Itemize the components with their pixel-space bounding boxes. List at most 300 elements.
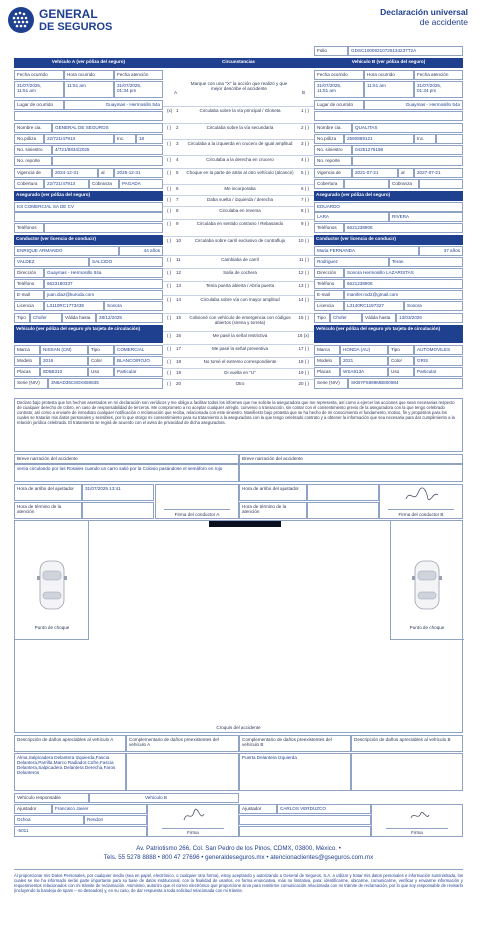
adjuster-a-ap1: Ochoa <box>14 815 84 825</box>
damage-b-text <box>351 753 463 791</box>
circumstance-text: Circulaba en reversa <box>219 208 261 213</box>
b-blank-row <box>314 111 463 121</box>
a-nombre-cia: GENERAL DE SEGUROS <box>52 123 163 133</box>
adjuster-b-label: Ajustador <box>239 804 277 814</box>
signature-b-line <box>388 509 454 510</box>
preexisting-a-label: Complementario de daños preexistentes del vehículo A <box>126 735 239 752</box>
adjuster-b-blank2 <box>239 826 371 837</box>
circumstance-mark-b[interactable]: 11 ( ) <box>298 257 309 262</box>
a-licencia-label: Licencia <box>14 301 44 311</box>
adjuster-b-firma-label: Firma <box>411 829 423 835</box>
circumstance-divider <box>163 255 314 256</box>
circumstance-number: 8 <box>176 208 179 213</box>
b-tipo-label: Tipo <box>314 313 330 323</box>
circumstance-divider <box>163 168 314 169</box>
b-vigencia-al: 2027-07-21 <box>414 168 463 178</box>
circumstance-text: Circulaba en sentido contrario / Rebasando <box>196 221 284 226</box>
b-telefonos: 6621238906 <box>344 223 463 233</box>
circumstance-mark-b[interactable]: 5 ( ) <box>300 170 309 175</box>
a-siniestro-label: No. siniestro <box>14 145 52 155</box>
b-cobranza-label: Cobranza <box>389 179 419 189</box>
a-licencia-estado: Sonora <box>104 301 163 311</box>
sketch-caption: Croquis del accidente <box>216 724 261 730</box>
b-conductor-edad: 37 años <box>419 246 463 256</box>
b-licencia: L3140RC1197327 <box>344 301 404 311</box>
circumstance-number: 18 <box>176 359 182 364</box>
circumstance-text: Circulaba sobre la vía secundaria <box>206 125 274 130</box>
b-modelo-label: Modelo <box>314 356 340 366</box>
a-poliza: 22/721/47913 <box>44 134 114 144</box>
circumstance-number: 10 <box>176 238 182 243</box>
b-vigencia-label: Vigencia de <box>314 168 352 178</box>
circumstance-text: Choque en la parte de atrás al otro vehículo (alcance) <box>186 170 294 175</box>
sketch-right-bottom <box>390 639 464 640</box>
circumstance-text: Cambiaba de carril <box>221 257 259 262</box>
a-hora-ocurrido: 11:51 am <box>64 81 114 98</box>
circumstance-divider <box>163 281 314 282</box>
b-siniestro-label: No. siniestro <box>314 145 352 155</box>
b-marca: HONDA (AU) <box>340 345 388 355</box>
adjuster-a-signature[interactable] <box>147 804 239 837</box>
b-vigencia-al-label: al <box>398 168 414 178</box>
circumstance-text: Colisioné con vehículo de emergencia con códigos abiertos (sirena y torreta) <box>189 315 291 326</box>
circumstance-mark-a[interactable]: ( ) <box>167 221 172 226</box>
a-color-label: Color <box>88 356 114 366</box>
a-hora-ocurrido-label: Hora ocurrido <box>64 70 114 80</box>
b-color: GRIS <box>414 356 463 366</box>
car-b-icon <box>412 559 442 611</box>
adjuster-b-blank1 <box>239 815 371 825</box>
b-poliza: 2660869121 <box>344 134 414 144</box>
circumstance-number: 7 <box>176 197 179 202</box>
circ-col-a: A <box>174 90 178 95</box>
adjuster-b-signature[interactable] <box>371 804 463 837</box>
a-serie: 3N6AD35C8GK859835 <box>48 378 163 389</box>
circumstance-text: Tenía puerta abierta / Abría puerta <box>205 283 275 288</box>
b-modelo: 2021 <box>340 356 388 366</box>
narrative-b-text <box>239 464 463 482</box>
b-asegurado-nombre: EDUARDO <box>314 202 463 212</box>
b-termino <box>307 502 379 519</box>
circumstance-mark-b[interactable]: 17 ( ) <box>298 346 309 351</box>
narrative-a-label: Breve narración del accidente <box>14 454 239 464</box>
damage-b-label: Descripción de daños apreciables al vehículo B <box>351 735 463 752</box>
b-reporte-label: No. reporte <box>314 156 352 166</box>
circ-intro: Marque con una "X" la acción que realizó y que mejor describe el accidente <box>190 81 288 92</box>
circumstance-divider <box>163 313 314 314</box>
circumstance-mark-a[interactable]: ( ) <box>167 197 172 202</box>
circumstance-divider <box>163 236 314 237</box>
b-telefono: 6621238906 <box>344 279 463 289</box>
a-cobertura-label: Cobertura <box>14 179 44 189</box>
b-lugar: Guaymas - Hermosillo 54a <box>364 100 463 110</box>
impact-point-a-label: Punto de choque <box>34 625 70 630</box>
circumstance-divider <box>163 123 314 124</box>
circumstance-mark-a[interactable]: ( ) <box>167 257 172 262</box>
circumstance-mark-a[interactable]: (x) <box>167 108 173 113</box>
circumstance-mark-b[interactable]: 14 ( ) <box>298 297 309 302</box>
b-valida-label: Válida hasta <box>362 313 396 323</box>
b-lugar-label: Lugar de ocurrido <box>314 100 364 110</box>
circumstance-divider <box>163 195 314 196</box>
globe-icon <box>6 5 36 35</box>
circumstance-mark-b[interactable]: 19 ( ) <box>298 370 309 375</box>
circumstance-number: 14 <box>176 297 182 302</box>
b-reporte <box>352 156 463 166</box>
signature-b-label: Firma del conductor B <box>398 511 444 517</box>
title-line1: Declaración universal <box>380 7 468 17</box>
circumstance-divider <box>163 357 314 358</box>
folio-label: Folio <box>314 46 348 56</box>
b-arribo-label: Hora de arribo del ajustador <box>239 484 307 501</box>
circumstance-divider <box>163 295 314 296</box>
circumstance-mark-a[interactable]: ( ) <box>167 208 172 213</box>
footer-separator <box>14 869 463 870</box>
circumstance-text: Daba vuelta / izquierda / derecha <box>206 197 274 202</box>
a-arribo: 31/07/2025 13:41 <box>82 484 154 501</box>
circumstance-mark-b[interactable]: 8 ( ) <box>300 208 309 213</box>
circumstance-text: Circulaba a la izquierda en crucero de igual amplitud <box>187 141 293 146</box>
b-siniestro: 04251276198 <box>352 145 463 155</box>
a-placas-label: Placas <box>14 367 40 377</box>
b-placas: WSA913A <box>340 367 388 377</box>
circumstance-divider <box>163 379 314 380</box>
b-termino-label: Hora de término de la atención <box>239 502 307 519</box>
a-inc: 18 <box>136 134 163 144</box>
a-modelo-label: Modelo <box>14 356 40 366</box>
a-vtipo: COMERCIAL <box>114 345 163 355</box>
vehicle-b-title: Vehículo B (ver póliza del seguro) <box>314 58 463 68</box>
a-telefonos <box>44 223 163 233</box>
circumstance-number: 19 <box>176 370 182 375</box>
a-vigencia-al: 2025-12-31 <box>114 168 163 178</box>
a-nombre-cia-label: Nombre cia. <box>14 123 52 133</box>
circumstance-text: Circulaba sobre vía con mayor amplitud <box>200 297 280 302</box>
a-reporte-label: No. reporte <box>14 156 52 166</box>
circumstance-divider <box>163 106 314 107</box>
a-tipo-label: Tipo <box>14 313 30 323</box>
footer-contact: Tels. 55 5278 8888 • 800 47 27696 • generaldeseguros.mx • atencionaclientes@gseguros.com.mx <box>103 854 374 861</box>
a-color: BLANCO/ROJO <box>114 356 163 366</box>
a-siniestro: 4/721/8834/2025 <box>52 145 163 155</box>
preexisting-a-text <box>126 753 239 791</box>
circumstance-mark-a[interactable]: ( ) <box>167 186 172 191</box>
responsable-label: Vehículo responsable <box>14 793 89 803</box>
a-termino <box>82 502 154 519</box>
b-marca-label: Marca <box>314 345 340 355</box>
a-vigencia-de: 2024-12-31 <box>52 168 98 178</box>
b-vehiculo-title: Vehículo (ver póliza del seguro y/o tarjeta de circulación) <box>314 325 463 343</box>
a-fecha-atencion-label: Fecha atención <box>114 70 163 80</box>
circumstance-divider <box>163 139 314 140</box>
adjuster-a-firma-label: Firma <box>187 829 199 835</box>
a-licencia: L3110RC1773439 <box>44 301 104 311</box>
b-valida: 13/03/2026 <box>396 313 463 323</box>
circumstance-mark-a[interactable]: ( ) <box>167 297 172 302</box>
circumstance-mark-b[interactable]: 7 ( ) <box>300 197 309 202</box>
document-title <box>380 8 468 28</box>
a-lugar: Guaymas - Hermosillo 54a <box>64 100 163 110</box>
b-asegurado-ap2: RIVERA <box>389 212 463 222</box>
circumstance-mark-b[interactable]: 1 ( ) <box>300 108 309 113</box>
circumstance-divider <box>163 331 314 332</box>
car-a-icon <box>37 559 67 611</box>
b-fecha-ocurrido-label: Fecha ocurrido <box>314 70 364 80</box>
b-asegurado-title: Asegurado (ver póliza del seguro) <box>314 191 463 201</box>
adjuster-a-scribble <box>182 808 206 824</box>
a-modelo: 2016 <box>40 356 88 366</box>
circumstance-number: 12 <box>176 270 182 275</box>
circumstance-mark-b[interactable]: 4 ( ) <box>300 157 309 162</box>
signature-b-scribble <box>402 487 442 505</box>
b-uso-label: Uso <box>388 367 414 377</box>
a-inc-label: Inc. <box>114 134 136 144</box>
circumstance-mark-b[interactable]: 20 ( ) <box>298 381 309 386</box>
b-cobertura <box>344 179 389 189</box>
b-hora-ocurrido: 11:51 am <box>364 81 414 98</box>
impact-point-b-label: Punto de choque <box>409 625 445 630</box>
circumstance-mark-a[interactable]: ( ) <box>167 283 172 288</box>
circumstance-mark-b[interactable]: 6 ( ) <box>300 186 309 191</box>
circumstances-title: Circunstancias <box>163 58 314 68</box>
declaration-text: Declaro bajo protesta que los hechos asentados en mi declaración son verídicos y me obligo a facilitar todos los informes que me solicite la aseguradora que me representa, así como a ejercer las acciones que sean necesarias respecto de cualquier derecho de cobro, en caso de responsabilidad de terceros. Me comprometo a no aceptar cualquier arreglo, convenio o transacción, sin contar con el consentimiento previo de la aseguradora con la que tengo celebrado contrato; así como a enviarle de inmediato cualquier notificación o reclamación que reciba, relacionada con este siniestro. Manifiesto bajo protesta que se ha hecho de mi conocimiento el fundamento, motivo, fin y propósitos para los cuales se tratarán mis datos personales y sensibles, por lo que otorgo mi consentimiento para su tratamiento a la aseguradora con la que tengo celebrado contrato y a obtener la información que sea necesaria para dar cumplimiento a la relación jurídica celebrada. El tratamiento se regirá de acuerdo con el aviso de privacidad de dicha aseguradora. <box>14 398 463 452</box>
b-licencia-estado: Sonora <box>404 301 463 311</box>
b-cobertura-label: Cobertura <box>314 179 344 189</box>
b-nombre-cia-label: Nombre cia. <box>314 123 352 133</box>
a-direccion: Guaymas - Hermosillo 54a <box>44 268 163 278</box>
a-conductor-edad: 44 años <box>119 246 163 256</box>
b-email: manifer.rod2@gmail.com <box>344 290 463 300</box>
b-conductor-ap1: Rodriguez <box>314 257 389 267</box>
sketch-area[interactable] <box>14 520 463 733</box>
circumstance-mark-a[interactable]: ( ) <box>167 238 172 243</box>
b-vtipo: AUTOMOVILES <box>414 345 463 355</box>
vehicle-a-title: Vehículo A (ver póliza del seguro) <box>14 58 163 68</box>
adjuster-a-name: Francisco Javier <box>52 804 147 814</box>
circumstance-mark-b[interactable]: 10 ( ) <box>298 238 309 243</box>
a-valida-label: Válida hasta <box>62 313 96 323</box>
b-serie-label: Serie (NIV) <box>314 378 348 389</box>
b-fecha-ocurrido: 31/07/2025, 11:51 am <box>314 81 364 98</box>
signature-a-label: Firma del conductor A <box>174 511 220 517</box>
circumstance-divider <box>163 268 314 269</box>
preexisting-b-label: Complementario de daños preexistentes del vehículo B <box>239 735 351 752</box>
a-email: juan.diaz@kuroda.com <box>44 290 163 300</box>
a-marca: NISSAN (CM) <box>40 345 88 355</box>
a-cobranza-label: Cobranza <box>89 179 119 189</box>
circumstance-mark-a[interactable]: ( ) <box>167 125 172 130</box>
circumstance-mark-b[interactable]: 13 ( ) <box>298 283 309 288</box>
circumstance-mark-a[interactable]: ( ) <box>167 333 172 338</box>
circumstance-mark-a[interactable]: ( ) <box>167 141 172 146</box>
adjuster-a-ap2: Rendon <box>84 815 147 825</box>
a-marca-label: Marca <box>14 345 40 355</box>
circumstance-divider <box>163 344 314 345</box>
a-fecha-ocurrido-label: Fecha ocurrido <box>14 70 64 80</box>
a-vigencia-al-label: al <box>98 168 114 178</box>
b-color-label: Color <box>388 356 414 366</box>
circumstance-text: Me incorporaba <box>224 186 256 191</box>
circumstance-number: 2 <box>176 125 179 130</box>
b-telefono-label: Teléfono <box>314 279 344 289</box>
circumstance-text: Di vuelta en "U" <box>224 370 256 375</box>
a-telefono-label: Teléfono <box>14 279 44 289</box>
narrative-a-text: venía circulando por las Rosales cuando un carro salió por la Colosio pasándose el semáforo en rojo <box>14 464 239 482</box>
a-cobertura: 22/721/47913 <box>44 179 89 189</box>
circumstance-mark-a[interactable]: ( ) <box>167 381 172 386</box>
a-conductor-title: Conductor (ver licencia de conducir) <box>14 235 163 245</box>
b-conductor-nombre: Maria FERNANDA <box>314 246 419 256</box>
preexisting-b-text: Puerta Delantera Izquierda <box>239 753 351 791</box>
b-inc <box>436 134 463 144</box>
a-valida: 28/12/2025 <box>96 313 163 323</box>
sketch-header-bar <box>209 521 281 527</box>
circumstance-divider <box>163 206 314 207</box>
adjuster-b-name: CARLOS VERDUZCO <box>277 804 371 814</box>
a-fecha-ocurrido: 31/07/2025, 11:51 am <box>14 81 64 98</box>
a-vehiculo-title: Vehículo (ver póliza del seguro y/o tarjeta de circulación) <box>14 325 163 343</box>
a-conductor-ap2: SALCIDO <box>89 257 163 267</box>
circumstance-text: Salía de cochera <box>223 270 257 275</box>
a-poliza-label: No.póliza <box>14 134 44 144</box>
circumstance-text: Otro <box>235 381 245 386</box>
b-hora-ocurrido-label: Hora ocurrido <box>364 70 414 80</box>
circumstance-number: 13 <box>176 283 182 288</box>
b-nombre-cia: QUALITAS <box>352 123 463 133</box>
a-arribo-label: Hora de arribo del ajustador <box>14 484 82 501</box>
a-lugar-label: Lugar de ocurrido <box>14 100 64 110</box>
circumstance-number: 20 <box>176 381 182 386</box>
a-vigencia-label: Vigencia de <box>14 168 52 178</box>
damage-a-label: Descripción de daños apreciables al vehículo A <box>14 735 126 752</box>
adjuster-b-scribble <box>408 808 432 824</box>
circumstance-mark-b[interactable]: 12 ( ) <box>298 270 309 275</box>
adjuster-a-label: Ajustador <box>14 804 52 814</box>
b-inc-label: Inc. <box>414 134 436 144</box>
circumstance-number: 9 <box>176 221 179 226</box>
signature-a-line <box>164 509 230 510</box>
footer-privacy: Al proporcionar mis Datos Personales, por cualquier medio (sea en papel, electrónico, o cualquier otra forma), estoy aceptando y autorizando a General de Seguros, S.A. a utilizar y tratar mis datos personales e información suministrada, los cuales se me ha informado serán parte importante para su base de datos institucional, con la finalidad de usarlos, en forma enunciativa, más no limitativa, para: identificarme, ubicarme, comunicarme, verificar y enviarme información y requerimientos relacionados con mi trámite de reclamación. Asimismo, autorizo que el correo electrónico que proporcione sirva para remitirme comunicación relacionada con mi trámite de reclamación, por lo que soy responsable de revisarlo (incluyendo la bandeja de spam – no deseados) y, en su caso, de dar respuesta a toda solicitud relacionada con mi trámite. <box>14 873 463 894</box>
b-conductor-ap2: Teran <box>389 257 463 267</box>
circumstance-mark-a[interactable]: ( ) <box>167 370 172 375</box>
circumstance-mark-b[interactable]: 15 ( ) <box>298 315 309 320</box>
a-cobranza: PAGADA <box>119 179 163 189</box>
sketch-left-bottom <box>15 639 89 640</box>
b-telefonos-label: Teléfonos <box>314 223 344 233</box>
footer-address: Av. Patriotismo 266, Col. San Pedro de los Pinos, CDMX, 03800, México. • <box>136 845 341 852</box>
b-tipo: Chofer <box>330 313 362 323</box>
a-asegurado-title: Asegurado (ver póliza del seguro) <box>14 191 163 201</box>
a-telefonos-label: Teléfonos <box>14 223 44 233</box>
damage-a-text: Alma,Salpicadera Delantera Izquierda,Fascia Delantera,Parrilla,Marco Radiador,Cofre,Fascia Delantera,Salpicadera Delantera Derecha,Faros Delanteros <box>14 753 126 791</box>
a-reporte <box>52 156 163 166</box>
circumstance-mark-b[interactable]: 2 ( ) <box>300 125 309 130</box>
title-line2: de accidente <box>419 16 468 27</box>
circumstance-mark-a[interactable]: ( ) <box>167 170 172 175</box>
sketch-right-divider <box>390 521 391 639</box>
b-email-label: E-mail <box>314 290 344 300</box>
folio-value: GDSC10008310725134237T2A <box>348 46 463 56</box>
circumstance-number: 3 <box>176 141 179 146</box>
b-cobranza <box>419 179 463 189</box>
b-fecha-atencion-label: Fecha atención <box>414 70 463 80</box>
circumstance-text: Me pasé la señal preventiva <box>211 346 269 351</box>
circumstance-mark-b[interactable]: 9 ( ) <box>300 221 309 226</box>
a-termino-label: Hora de término de la atención <box>14 502 82 519</box>
a-serie-label: Serie (NIV) <box>14 378 48 389</box>
circumstance-divider <box>163 184 314 185</box>
a-uso-label: Uso <box>88 367 114 377</box>
circumstance-mark-a[interactable]: ( ) <box>167 270 172 275</box>
b-licencia-label: Licencia <box>314 301 344 311</box>
circumstance-number: 6 <box>176 186 179 191</box>
responsable-value: Vehículo B <box>89 793 239 803</box>
a-asegurado-blank <box>14 212 163 222</box>
a-vtipo-label: Tipo <box>88 345 114 355</box>
brand-name-top: GENERAL <box>39 7 98 21</box>
adjuster-a-code: -5011 <box>14 826 147 837</box>
circumstance-divider <box>163 155 314 156</box>
b-uso: Particular <box>414 367 463 377</box>
circumstance-mark-a[interactable]: ( ) <box>167 359 172 364</box>
b-poliza-label: No.póliza <box>314 134 344 144</box>
circumstance-number: 16 <box>176 333 182 338</box>
circ-col-b: B <box>302 90 306 95</box>
b-serie: SKBYF5899MB800984 <box>348 378 463 389</box>
b-direccion: Sonora Hermosillo LAZARISTAS <box>344 268 463 278</box>
circumstance-mark-a[interactable]: ( ) <box>167 346 172 351</box>
a-telefono: 6623180337 <box>44 279 163 289</box>
a-asegurado: KS COMERCIAL SA DE CV <box>14 202 163 212</box>
a-fecha-atencion: 31/07/2025, 01:34 pm <box>114 81 163 98</box>
circumstance-mark-b[interactable]: 3 ( ) <box>300 141 309 146</box>
signature-a-area[interactable] <box>155 484 239 519</box>
a-blank-row <box>14 111 163 121</box>
a-tipo: Chofer <box>30 313 62 323</box>
circumstance-mark-b[interactable]: 16 (x) <box>297 333 309 338</box>
circumstance-text: Circulaba a la derecha en crucero <box>206 157 274 162</box>
brand-name-bottom: DE SEGUROS <box>39 21 113 33</box>
circumstance-number: 15 <box>176 315 182 320</box>
circumstance-number: 17 <box>176 346 182 351</box>
b-arribo <box>307 484 379 501</box>
circumstance-divider <box>163 368 314 369</box>
a-direccion-label: Dirección <box>14 268 44 278</box>
narrative-b-label: Breve narración del accidente <box>239 454 463 464</box>
b-asegurado-ap1: LARA <box>314 212 389 222</box>
brand-logo <box>6 5 126 35</box>
sketch-left-divider <box>88 521 89 639</box>
circumstance-mark-a[interactable]: ( ) <box>167 157 172 162</box>
b-direccion-label: Dirección <box>314 268 344 278</box>
a-uso: Particular <box>114 367 163 377</box>
b-vtipo-label: Tipo <box>388 345 414 355</box>
a-conductor-ap1: VALDEZ <box>14 257 89 267</box>
circumstance-number: 1 <box>176 108 179 113</box>
circumstance-number: 11 <box>176 257 181 262</box>
circumstance-mark-a[interactable]: ( ) <box>167 315 172 320</box>
circumstance-number: 4 <box>176 157 179 162</box>
b-fecha-atencion: 31/07/2025, 01:34 pm <box>414 81 463 98</box>
b-placas-label: Placas <box>314 367 340 377</box>
circumstance-mark-b[interactable]: 18 ( ) <box>298 359 309 364</box>
signature-b-area[interactable] <box>379 484 463 519</box>
b-vigencia-de: 2021-07-21 <box>352 168 398 178</box>
b-conductor-title: Conductor (ver licencia de conducir) <box>314 235 463 245</box>
a-placas: 8D5B310 <box>40 367 88 377</box>
circumstance-text: Circulaba sobre carril exclusivo de contraflujo <box>194 238 286 243</box>
a-email-label: E-mail <box>14 290 44 300</box>
